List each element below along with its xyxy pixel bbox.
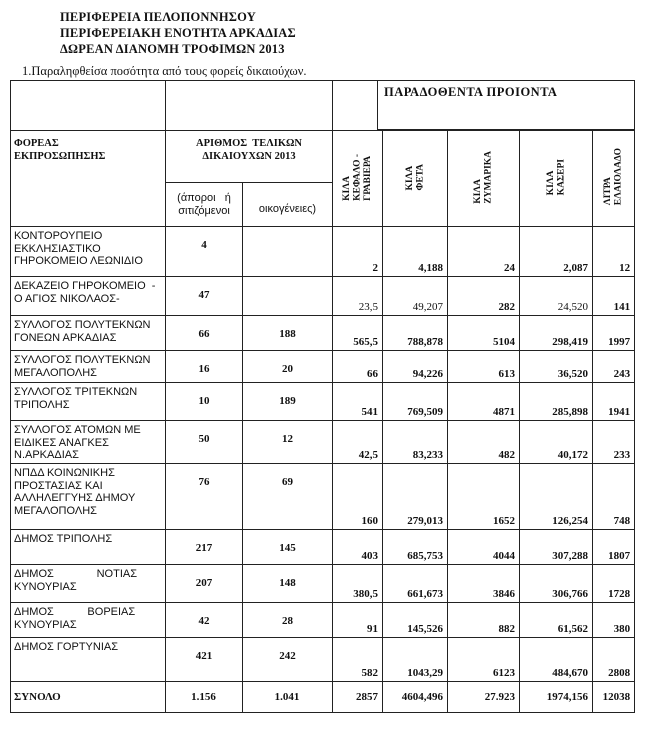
families-cell [243, 277, 333, 316]
col-header-kaseri: ΚΙΛΑ ΚΑΣΕΡΙ [520, 131, 593, 227]
col-header-zymarika: ΚΙΛΑ ΖΥΜΑΡΙΚΑ [448, 131, 520, 227]
oil-cell: 1997 [593, 316, 635, 351]
oil-cell: 233 [593, 421, 635, 464]
header-blank-beneficiaries [166, 81, 333, 131]
org-cell: ΣΥΛΛΟΓΟΣ ΑΤΟΜΩΝ ΜΕ ΕΙΔΙΚΕΣ ΑΝΑΓΚΕΣ Ν.ΑΡΚΑΔΙΑΣ [11, 421, 166, 464]
kefalo-cell: 565,5 [333, 316, 383, 351]
feta-cell: 1043,29 [383, 638, 448, 682]
poor-cell: 16 [166, 351, 243, 383]
families-cell: 189 [243, 383, 333, 421]
table-row [11, 638, 635, 682]
org-cell: ΔΗΜΟΣ ΓΟΡΤΥΝΙΑΣ [11, 638, 166, 682]
org-cell: ΝΠΔΔ ΚΟΙΝΩΝΙΚΗΣ ΠΡΟΣΤΑΣΙΑΣ ΚΑΙ ΑΛΛΗΛΕΓΓΥΗΣ ΔΗΜΟΥ ΜΕΓΑΛΟΠΟΛΗΣ [11, 464, 166, 530]
kaseri-cell: 298,419 [520, 316, 593, 351]
region-title: ΠΕΡΙΦΕΡΕΙΑ ΠΕΛΟΠΟΝΝΗΣΟΥ [60, 10, 257, 24]
kaseri-cell: 484,670 [520, 638, 593, 682]
total-poor: 1.156 [166, 682, 243, 713]
total-oil: 12038 [593, 682, 635, 713]
kaseri-cell: 306,766 [520, 565, 593, 603]
kefalo-cell: 91 [333, 603, 383, 638]
kefalo-cell: 541 [333, 383, 383, 421]
total-label: ΣΥΝΟΛΟ [11, 682, 166, 713]
col-header-organization: ΦΟΡΕΑΣ ΕΚΠΡΟΣΩΠΗΣΗΣ [11, 131, 166, 227]
table-row [11, 383, 635, 421]
feta-cell: 769,509 [383, 383, 448, 421]
table-row [11, 530, 635, 565]
zymarika-cell: 482 [448, 421, 520, 464]
org-cell: ΔΗΜΟΣ ΒΟΡΕΙΑΣ ΚΥΝΟΥΡΙΑΣ [11, 603, 166, 638]
total-families: 1.041 [243, 682, 333, 713]
total-kefalo: 2857 [333, 682, 383, 713]
families-cell: 12 [243, 421, 333, 464]
org-cell: ΔΗΜΟΣ ΤΡΙΠΟΛΗΣ [11, 530, 166, 565]
oil-cell: 2808 [593, 638, 635, 682]
org-cell: ΔΗΜΟΣ ΝΟΤΙΑΣ ΚΥΝΟΥΡΙΑΣ [11, 565, 166, 603]
org-cell: ΣΥΛΛΟΓΟΣ ΠΟΛΥΤΕΚΝΩΝ ΜΕΓΑΛΟΠΟΛΗΣ [11, 351, 166, 383]
kaseri-cell: 307,288 [520, 530, 593, 565]
families-cell: 28 [243, 603, 333, 638]
kefalo-cell: 2 [333, 227, 383, 277]
kaseri-cell: 40,172 [520, 421, 593, 464]
zymarika-cell: 282 [448, 277, 520, 316]
table-row [11, 351, 635, 383]
families-cell: 69 [243, 464, 333, 530]
kefalo-cell: 42,5 [333, 421, 383, 464]
poor-cell: 421 [166, 638, 243, 682]
org-cell: ΣΥΛΛΟΓΟΣ ΠΟΛΥΤΕΚΝΩΝ ΓΟΝΕΩΝ ΑΡΚΑΔΙΑΣ [11, 316, 166, 351]
families-cell: 148 [243, 565, 333, 603]
document-title: ΔΩΡΕΑΝ ΔΙΑΝΟΜΗ ΤΡΟΦΙΜΩΝ 2013 [60, 42, 285, 56]
kefalo-cell: 582 [333, 638, 383, 682]
kaseri-cell: 36,520 [520, 351, 593, 383]
families-cell: 145 [243, 530, 333, 565]
oil-cell: 748 [593, 464, 635, 530]
total-row [11, 682, 635, 713]
families-cell [243, 227, 333, 277]
zymarika-cell: 4044 [448, 530, 520, 565]
subheader-poor: (άποροι ή σιτιζόμενοι [166, 183, 243, 227]
org-cell: ΣΥΛΛΟΓΟΣ ΤΡΙΤΕΚΝΩΝ ΤΡΙΠΟΛΗΣ [11, 383, 166, 421]
kefalo-cell: 160 [333, 464, 383, 530]
feta-cell: 49,207 [383, 277, 448, 316]
oil-cell: 141 [593, 277, 635, 316]
kaseri-cell: 285,898 [520, 383, 593, 421]
feta-cell: 788,878 [383, 316, 448, 351]
zymarika-cell: 4871 [448, 383, 520, 421]
poor-cell: 4 [166, 227, 243, 277]
oil-cell: 243 [593, 351, 635, 383]
poor-cell: 66 [166, 316, 243, 351]
kaseri-cell: 126,254 [520, 464, 593, 530]
total-zymarika: 27.923 [448, 682, 520, 713]
col-header-beneficiaries: ΑΡΙΘΜΟΣ ΤΕΛΙΚΩΝ ΔΙΚΑΙΟΥΧΩΝ 2013 [166, 131, 333, 183]
org-cell: ΔΕΚΑΖΕΙΟ ΓΗΡΟΚΟΜΕΙΟ - Ο ΑΓΙΟΣ ΝΙΚΟΛΑΟΣ- [11, 277, 166, 316]
total-kaseri: 1974,156 [520, 682, 593, 713]
total-feta: 4604,496 [383, 682, 448, 713]
subheader-families: οικογένειες) [243, 183, 333, 227]
zymarika-cell: 6123 [448, 638, 520, 682]
feta-cell: 83,233 [383, 421, 448, 464]
regional-unit-title: ΠΕΡΙΦΕΡΕΙΑΚΗ ΕΝΟΤΗΤΑ ΑΡΚΑΔΙΑΣ [60, 26, 296, 40]
oil-cell: 380 [593, 603, 635, 638]
kefalo-cell: 380,5 [333, 565, 383, 603]
poor-cell: 10 [166, 383, 243, 421]
header-blank-org [11, 81, 166, 131]
table-row [11, 565, 635, 603]
table-row [11, 277, 635, 316]
kefalo-cell: 23,5 [333, 277, 383, 316]
table-caption: 1.Παραληφθείσα ποσότητα από τους φορείς δικαιούχων. [22, 64, 307, 78]
poor-cell: 207 [166, 565, 243, 603]
kaseri-cell: 2,087 [520, 227, 593, 277]
poor-cell: 76 [166, 464, 243, 530]
table-row [11, 316, 635, 351]
oil-cell: 1728 [593, 565, 635, 603]
feta-cell: 661,673 [383, 565, 448, 603]
poor-cell: 217 [166, 530, 243, 565]
table-row [11, 464, 635, 530]
org-cell: ΚΟΝΤΟΡΟΥΠΕΙΟ ΕΚΚΛΗΣΙΑΣΤΙΚΟ ΓΗΡΟΚΟΜΕΙΟ ΛΕΩΝΙΔΙΟ [11, 227, 166, 277]
col-header-kefalo: ΚΙΛΑ ΚΕΦΑΛΟ - ΓΡΑΒΙΕΡΑ [333, 131, 383, 227]
poor-cell: 50 [166, 421, 243, 464]
zymarika-cell: 5104 [448, 316, 520, 351]
feta-cell: 145,526 [383, 603, 448, 638]
oil-cell: 12 [593, 227, 635, 277]
zymarika-cell: 3846 [448, 565, 520, 603]
table-row [11, 227, 635, 277]
poor-cell: 42 [166, 603, 243, 638]
distribution-table [10, 80, 635, 713]
zymarika-cell: 613 [448, 351, 520, 383]
feta-cell: 4,188 [383, 227, 448, 277]
families-cell: 20 [243, 351, 333, 383]
kefalo-cell: 66 [333, 351, 383, 383]
col-header-oil: ΛΙΤΡΑ ΕΛΑΙΟΛΑΔΟ [593, 131, 635, 227]
products-group-label: ΠΑΡΑΔΟΘΕΝΤΑ ΠΡΟΙΟΝΤΑ [377, 80, 635, 130]
zymarika-cell: 882 [448, 603, 520, 638]
feta-cell: 279,013 [383, 464, 448, 530]
kefalo-cell: 403 [333, 530, 383, 565]
table-row [11, 603, 635, 638]
zymarika-cell: 1652 [448, 464, 520, 530]
feta-cell: 685,753 [383, 530, 448, 565]
families-cell: 188 [243, 316, 333, 351]
families-cell: 242 [243, 638, 333, 682]
poor-cell: 47 [166, 277, 243, 316]
zymarika-cell: 24 [448, 227, 520, 277]
table-row [11, 421, 635, 464]
feta-cell: 94,226 [383, 351, 448, 383]
col-header-feta: ΚΙΛΑ ΦΕΤΑ [383, 131, 448, 227]
kaseri-cell: 24,520 [520, 277, 593, 316]
kaseri-cell: 61,562 [520, 603, 593, 638]
oil-cell: 1941 [593, 383, 635, 421]
oil-cell: 1807 [593, 530, 635, 565]
products-group-header [333, 81, 635, 131]
